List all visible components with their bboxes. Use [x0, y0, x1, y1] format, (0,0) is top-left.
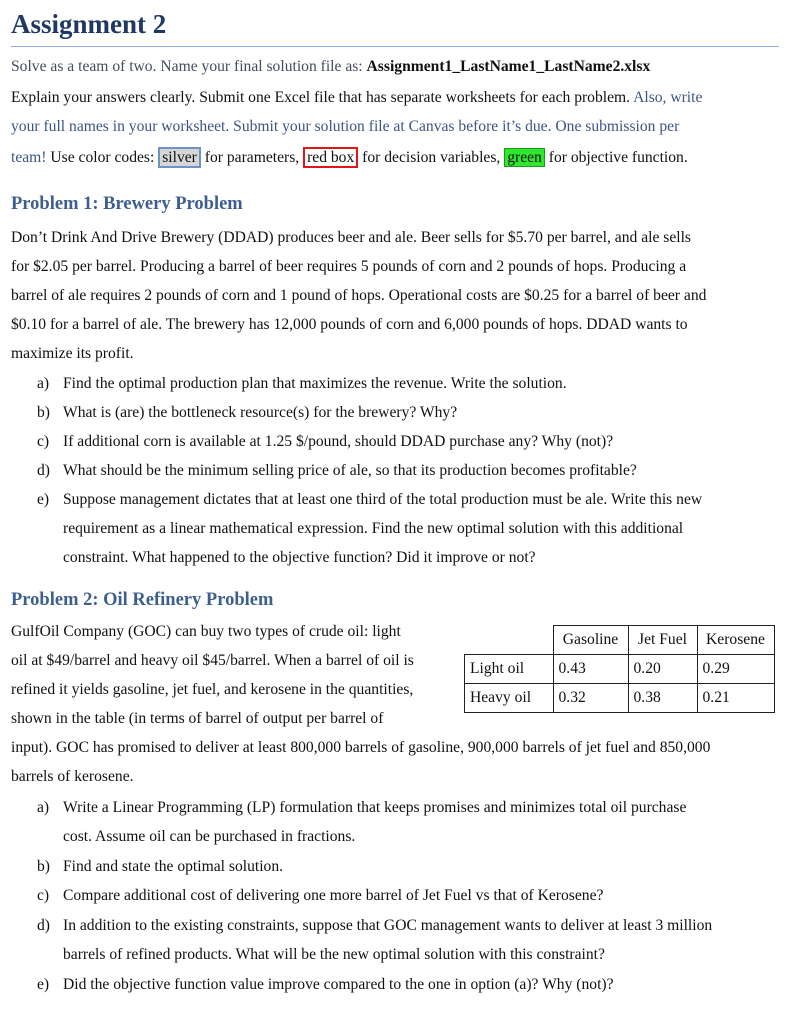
- item-text: constraint. What happened to the objective function? Did it improve or not?: [63, 549, 536, 566]
- table-header-jet-fuel: Jet Fuel: [628, 626, 697, 655]
- item-label: e): [37, 491, 50, 508]
- problem-2-line: shown in the table (in terms of barrel of output per barrel of: [11, 710, 384, 727]
- table-header-gasoline: Gasoline: [553, 626, 628, 655]
- item-text: cost. Assume oil can be purchased in fractions.: [63, 828, 356, 845]
- red-box-color-code: red box: [303, 147, 358, 168]
- item-label: c): [37, 887, 50, 904]
- silver-color-code: silver: [158, 147, 201, 168]
- item-text: barrels of refined products. What will be the new optimal solution with this constraint?: [63, 946, 605, 963]
- intro-line-4b: Use color codes:: [46, 149, 159, 166]
- item-label: a): [37, 375, 50, 392]
- intro-line-2: [11, 88, 702, 108]
- problem-1-heading: Problem 1: Brewery Problem: [11, 194, 243, 214]
- problem-2-heading: Problem 2: Oil Refinery Problem: [11, 590, 274, 610]
- page-title: Assignment 2: [11, 9, 167, 39]
- green-color-code: green: [504, 148, 545, 167]
- item-text: If additional corn is available at 1.25 $/pound, should DDAD purchase any? Why (not)?: [63, 433, 614, 450]
- table-row: [465, 655, 775, 684]
- table-row-label: Light oil: [465, 655, 554, 684]
- intro-line-4c: for parameters,: [200, 149, 304, 166]
- item-label: b): [37, 858, 50, 875]
- intro-line-4a: team!: [11, 149, 47, 166]
- item-text: In addition to the existing constraints, suppose that GOC management wants to deliver at least 3 million: [63, 917, 713, 934]
- item-label: a): [37, 799, 50, 816]
- problem-2-line: GulfOil Company (GOC) can buy two types of crude oil: light: [11, 623, 401, 640]
- intro-line-2a: Explain your answers clearly. Submit one Excel file that has separate worksheets for each problem.: [11, 89, 631, 106]
- item-text: Write a Linear Programming (LP) formulation that keeps promises and minimizes total oil purchase: [63, 799, 687, 816]
- table-header-row: [465, 626, 775, 655]
- item-text: What should be the minimum selling price of ale, so that its production becomes profitable?: [63, 462, 637, 479]
- table-cell: 0.38: [628, 684, 697, 713]
- item-label: b): [37, 404, 50, 421]
- intro-filename-instruction: Solve as a team of two. Name your final solution file as:: [11, 58, 367, 75]
- problem-1-line: barrel of ale requires 2 pounds of corn and 1 pound of hops. Operational costs are $0.25 for a barrel of beer and: [11, 287, 707, 304]
- table-cell: 0.21: [697, 684, 774, 713]
- problem-2-line: input). GOC has promised to deliver at least 800,000 barrels of gasoline, 900,000 barrels of jet fuel and 850,000: [11, 739, 711, 756]
- problem-2-line: oil at $49/barrel and heavy oil $45/barrel. When a barrel of oil is: [11, 652, 414, 669]
- problem-1-line: maximize its profit.: [11, 345, 134, 362]
- table-header-kerosene: Kerosene: [697, 626, 774, 655]
- item-text: requirement as a linear mathematical expression. Find the new optimal solution with this additional: [63, 520, 684, 537]
- title-divider: [11, 46, 779, 47]
- table-cell: 0.29: [697, 655, 774, 684]
- item-label: d): [37, 917, 50, 934]
- item-text: Suppose management dictates that at least one third of the total production must be ale. Write this new: [63, 491, 703, 508]
- table-corner-cell: [465, 626, 554, 655]
- intro-line-3: your full names in your worksheet. Submit your solution file at Canvas before it’s due. One submission per: [11, 118, 680, 135]
- item-text: Compare additional cost of delivering one more barrel of Jet Fuel vs that of Kerosene?: [63, 887, 604, 904]
- table-row-label: Heavy oil: [465, 684, 554, 713]
- table-row: [465, 684, 775, 713]
- item-text: Did the objective function value improve compared to the one in option (a)? Why (not)?: [63, 976, 614, 993]
- table-cell: 0.32: [553, 684, 628, 713]
- intro-line-1: [11, 57, 650, 77]
- intro-line-4e: for objective function.: [544, 149, 688, 166]
- problem-1-line: for $2.05 per barrel. Producing a barrel of beer requires 5 pounds of corn and 2 pounds of hops. Producing a: [11, 258, 687, 275]
- problem-1-line: $0.10 for a barrel of ale. The brewery has 12,000 pounds of corn and 6,000 pounds of hops. DDAD wants to: [11, 316, 688, 333]
- intro-line-4: [11, 148, 688, 168]
- item-label: c): [37, 433, 50, 450]
- table-cell: 0.43: [553, 655, 628, 684]
- table-cell: 0.20: [628, 655, 697, 684]
- problem-2-line: barrels of kerosene.: [11, 768, 134, 785]
- intro-filename: Assignment1_LastName1_LastName2.xlsx: [366, 58, 651, 75]
- item-label: e): [37, 976, 50, 993]
- intro-line-4d: for decision variables,: [358, 149, 505, 166]
- oil-yield-table: [464, 625, 775, 713]
- item-text: What is (are) the bottleneck resource(s) for the brewery? Why?: [63, 404, 458, 421]
- item-label: d): [37, 462, 50, 479]
- problem-1-line: Don’t Drink And Drive Brewery (DDAD) produces beer and ale. Beer sells for $5.70 per barrel, and ale sells: [11, 229, 691, 246]
- item-text: Find and state the optimal solution.: [63, 858, 284, 875]
- item-text: Find the optimal production plan that maximizes the revenue. Write the solution.: [63, 375, 567, 392]
- problem-2-line: refined it yields gasoline, jet fuel, and kerosene in the quantities,: [11, 681, 414, 698]
- intro-line-2b: Also, write: [630, 89, 703, 106]
